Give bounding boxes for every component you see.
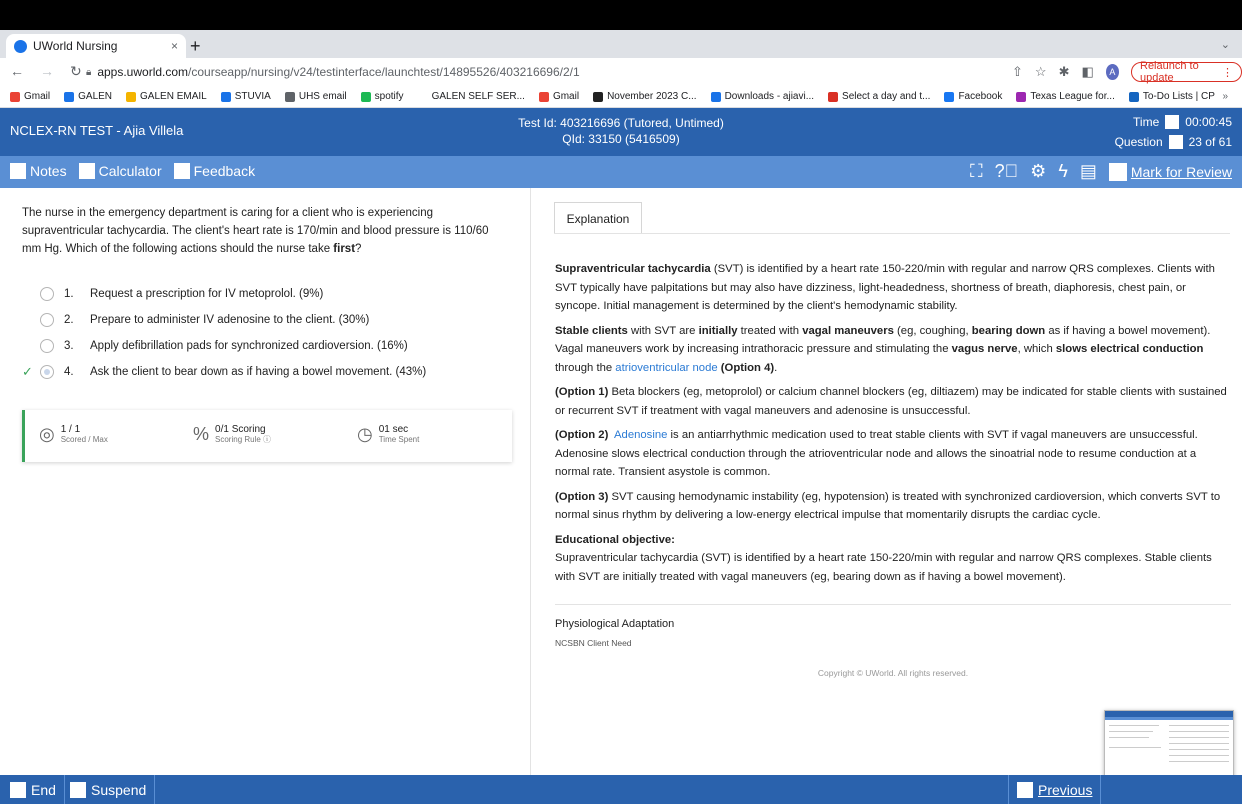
term: bearing down (971, 324, 1046, 337)
main-content (0, 188, 1242, 775)
question-id: QId: 33150 (5416509) (562, 132, 680, 146)
option-ref: (Option 1) (555, 386, 609, 398)
previous-label: Previous (1038, 781, 1093, 798)
bookmark-label: To-Do Lists | CP (1142, 91, 1215, 102)
browser-tab[interactable] (6, 34, 186, 58)
text: with SVT are (627, 324, 699, 337)
bookmark-item[interactable] (418, 91, 525, 102)
scoring-value: 0/1 Scoring (215, 423, 266, 435)
time-spent-stat (357, 424, 419, 445)
percent-icon: % (193, 424, 210, 444)
bookmark-label: GALEN EMAIL (140, 91, 207, 102)
fullscreen-icon[interactable]: ⛶ (970, 161, 983, 181)
text: through the (555, 361, 616, 374)
bookmark-label: Select a day and t... (842, 91, 931, 102)
feedback-button[interactable] (174, 163, 255, 179)
bookmark-favicon-icon (64, 92, 74, 102)
suspend-label: Suspend (91, 781, 147, 798)
end-icon (10, 782, 26, 798)
client-need-category: Physiological Adaptation (555, 618, 675, 630)
calculator-button[interactable] (79, 163, 162, 179)
bookmark-item[interactable] (1016, 91, 1115, 102)
target-icon: ◎ (39, 424, 55, 444)
bookmark-favicon-icon (126, 92, 136, 102)
client-need-label: NCSBN Client Need (555, 638, 632, 648)
explanation-pane (532, 188, 1242, 775)
question-toggle-checkbox[interactable] (1169, 135, 1183, 149)
text: as if having a bowel movement). Vagal maneuvers work by increasing intrathoracic pressure and stimulating the (555, 324, 1211, 355)
bookmark-star-icon[interactable]: ☆ (1034, 64, 1047, 79)
bookmark-item[interactable] (593, 91, 697, 102)
reference-book-icon[interactable]: ▤ (1079, 161, 1097, 181)
text: is an antiarrhythmic medication used to treat stable clients with SVT if vagal maneuvers are unsuccessful. Adenosine slows electrical conduction through the atrioventricular node and allows the sinoatrial node to resume conduction at a normal rate. Transient asystole is common. (555, 429, 1198, 478)
time-toggle-checkbox[interactable] (1165, 115, 1179, 129)
relaunch-label: Relaunch to update (1140, 60, 1199, 84)
thumb-toolbar (1105, 717, 1233, 720)
bookmark-favicon-icon (593, 92, 603, 102)
bookmark-label: GALEN (78, 91, 113, 102)
bookmark-label: November 2023 C... (607, 91, 697, 102)
scored-label: Scored / Max (60, 434, 108, 444)
clock-icon: ◷ (357, 424, 373, 444)
mark-for-review-checkbox (1109, 163, 1127, 181)
explanation-paragraph (555, 426, 1231, 482)
lock-icon: 🔒︎ (86, 66, 92, 78)
thumb-line (1169, 755, 1229, 756)
thumb-line (1109, 725, 1159, 726)
address-bar-row (0, 58, 1242, 86)
bookmark-favicon-icon (418, 92, 428, 102)
option-text: Request a prescription for IV metoprolol. (9%) (90, 288, 324, 300)
time-label: Time (1133, 115, 1160, 129)
term: vagus nerve (951, 343, 1018, 355)
stem-emphasis: first (333, 243, 356, 255)
help-icon[interactable]: ?⃝ (994, 161, 1019, 181)
objective-text: Supraventricular tachycardia (SVT) is identified by a heart rate 150-220/min with regular and narrow QRS complexes. Stable clients with SVT are initially treated with vagal maneuvers (eg, bearing down as if having a bowel movement). (555, 552, 1212, 583)
term: Stable clients (555, 324, 628, 337)
answer-option-3[interactable] (22, 333, 500, 359)
url-field[interactable] (86, 61, 986, 83)
time-spent-label: Time Spent (378, 434, 420, 444)
profile-avatar[interactable]: A (1106, 64, 1119, 80)
explanation-text (555, 260, 1231, 592)
question-label: Question (1114, 135, 1163, 149)
adenosine-link[interactable]: Adenosine (614, 429, 668, 441)
bookmark-item[interactable] (539, 91, 579, 102)
back-icon[interactable]: ← (10, 63, 24, 79)
bookmark-item[interactable] (126, 91, 207, 102)
answer-options (22, 281, 500, 385)
bookmark-label: GALEN SELF SER... (431, 91, 525, 102)
bookmark-favicon-icon (539, 92, 549, 102)
option-ref: (Option 3) (555, 490, 609, 503)
explanation-paragraph (555, 488, 1231, 525)
extensions-icon[interactable]: ✱ (1058, 64, 1070, 79)
url-path: /courseapp/nursing/v24/testinterface/launchtest/14895526/403216696/2/1 (188, 65, 580, 79)
thumb-line (1169, 743, 1229, 744)
bookmark-label: UHS email (298, 91, 347, 102)
option-number: 3. (64, 340, 74, 352)
p1-text: (SVT) is identified by a heart rate 150-220/min with regular and narrow QRS complexes. Clients with SVT typically have palpitations but may also have dizziness, light-headedness, shortness of breath, diaphoresis, chest pain, or syncope. Initial management is determined by the client's hemodynamic stability. (555, 263, 1215, 312)
text: treated with (737, 324, 803, 337)
thumb-line (1169, 737, 1229, 738)
thumb-line (1169, 731, 1229, 732)
bookmark-item[interactable] (361, 91, 404, 102)
notes-button[interactable] (10, 163, 67, 179)
scoring-rule-label[interactable]: Scoring Rule ⓘ (215, 434, 272, 444)
performance-stats (22, 410, 512, 462)
bookmark-label: Gmail (552, 91, 580, 102)
notes-label: Notes (30, 163, 67, 179)
screen-top-bar (0, 0, 1242, 30)
calculator-label: Calculator (98, 163, 162, 179)
feedback-icon (174, 163, 190, 179)
divider (555, 604, 1231, 605)
bookmark-favicon-icon (944, 92, 954, 102)
suspend-button[interactable] (62, 775, 155, 804)
term: (Option 4) (717, 361, 775, 374)
notes-icon (10, 163, 26, 179)
text: . (774, 361, 778, 374)
mark-for-review-label: Mark for Review (1130, 163, 1232, 180)
thumb-line (1169, 725, 1229, 726)
bookmarks-overflow-icon[interactable]: » (1222, 91, 1228, 102)
thumb-line (1109, 747, 1161, 748)
time-value: 00:00:45 (1185, 115, 1232, 129)
test-toolbar (0, 156, 1242, 188)
lab-values-icon[interactable]: ϟ (1058, 161, 1068, 181)
option-text: Prepare to administer IV adenosine to the client. (30%) (90, 314, 370, 326)
more-menu-icon: ⋮ (1222, 66, 1233, 79)
answer-option-1[interactable] (22, 281, 500, 307)
option-text: Ask the client to bear down as if having a bowel movement. (43%) (90, 366, 427, 378)
term: vagal maneuvers (802, 324, 894, 337)
test-header (0, 108, 1242, 156)
term: slows electrical conduction (1055, 343, 1204, 355)
thumb-line (1169, 761, 1229, 762)
bookmark-item[interactable] (944, 91, 1002, 102)
thumb-line (1109, 737, 1149, 738)
close-tab-icon[interactable]: × (170, 39, 178, 53)
stem-end: ? (355, 243, 362, 255)
share-icon[interactable]: ⇧ (1012, 64, 1023, 79)
option-radio[interactable] (40, 287, 54, 301)
bookmarks-bar (0, 86, 1242, 108)
bookmark-favicon-icon (1016, 92, 1026, 102)
bookmark-label: Texas League for... (1030, 91, 1115, 102)
objective-title: Educational objective: (555, 533, 675, 546)
text: (eg, coughing, (893, 324, 972, 337)
bookmark-label: STUVIA (234, 91, 271, 102)
bookmark-item[interactable] (828, 91, 930, 102)
uworld-favicon-icon (14, 40, 27, 53)
test-title: NCLEX-RN TEST - Ajia Villela (10, 123, 184, 138)
tab-search-chevron-icon[interactable]: ⌄ (1220, 39, 1230, 51)
question-counter: 23 of 61 (1188, 135, 1232, 149)
feedback-label: Feedback (193, 163, 256, 179)
explanation-paragraph (555, 383, 1231, 420)
bookmark-label: spotify (374, 91, 404, 102)
thumb-line (1169, 749, 1229, 750)
time-spent-value: 01 sec (378, 423, 409, 435)
bookmark-label: Facebook (958, 91, 1003, 102)
explanation-paragraph (555, 260, 1231, 316)
bookmark-favicon-icon (1129, 92, 1139, 102)
option-number: 4. (64, 366, 74, 378)
bookmark-favicon-icon (828, 92, 838, 102)
text: Beta blockers (eg, metoprolol) or calcium channel blockers (eg, diltiazem) may be indicated for stable clients with sustained or recurrent SVT if treatment with vagal maneuvers and adenosine is unsuccessful. (555, 386, 1227, 417)
tab-title: UWorld Nursing (33, 39, 118, 53)
option-radio-selected[interactable] (40, 365, 54, 379)
text: SVT causing hemodynamic instability (eg, hypotension) is treated with synchronized cardioversion, which converts SVT to normal sinus rhythm by delivering a low-energy electrical impulse that momentarily disrupts the cardiac cycle. (555, 490, 1221, 521)
option-radio[interactable] (40, 313, 54, 327)
bookmark-label: Gmail (24, 91, 51, 102)
thumb-line (1109, 731, 1153, 732)
browser-tab-bar (0, 30, 1242, 58)
copyright: Copyright © UWorld. All rights reserved. (817, 668, 969, 678)
option-number: 1. (64, 288, 74, 300)
url-domain: apps.uworld.com (97, 65, 189, 79)
bookmark-favicon-icon (10, 92, 20, 102)
option-radio[interactable] (40, 339, 54, 353)
calculator-icon (79, 163, 95, 179)
reload-icon[interactable]: ↻ (70, 63, 82, 79)
question-pane (0, 188, 531, 775)
tab-divider (554, 233, 1230, 234)
av-node-link[interactable]: atrioventricular node (615, 361, 718, 374)
end-button[interactable] (2, 775, 65, 804)
term: initially (698, 324, 738, 337)
relaunch-button[interactable] (1131, 62, 1242, 82)
stem-text: The nurse in the emergency department is caring for a client who is experiencing supraventricular tachycardia. The client's heart rate is 170/min and blood pressure is 110/60 mm Hg. Which of the following actions should the nurse take (22, 207, 489, 255)
bookmark-item[interactable] (64, 91, 112, 102)
bookmark-favicon-icon (361, 92, 371, 102)
bookmark-label: Downloads - ajiavi... (724, 91, 815, 102)
bookmark-favicon-icon (711, 92, 721, 102)
bookmark-item[interactable] (1129, 91, 1215, 102)
new-tab-icon[interactable]: + (190, 36, 201, 56)
previous-icon (1017, 782, 1033, 798)
option-number: 2. (64, 314, 74, 326)
forward-icon[interactable]: → (40, 63, 54, 79)
answer-option-4[interactable] (22, 359, 500, 385)
correct-check-icon: ✓ (22, 364, 33, 379)
bookmark-item[interactable] (711, 91, 814, 102)
mark-for-review-button[interactable] (1109, 163, 1232, 181)
explanation-paragraph (555, 322, 1231, 378)
settings-gear-icon[interactable]: ⚙ (1030, 161, 1047, 181)
option-ref: (Option 2) (555, 429, 609, 441)
term-svt: Supraventricular tachycardia (555, 263, 711, 275)
test-footer (0, 775, 1242, 804)
text: , which (1017, 343, 1056, 355)
bookmark-item[interactable] (285, 91, 347, 102)
bookmark-item[interactable] (10, 91, 50, 102)
scored-stat (39, 424, 108, 445)
test-id: Test Id: 403216696 (Tutored, Untimed) (518, 116, 724, 130)
end-label: End (31, 781, 56, 798)
option-text: Apply defibrillation pads for synchronized cardioversion. (16%) (90, 340, 408, 352)
suspend-icon (70, 782, 86, 798)
scored-value: 1 / 1 (60, 423, 81, 435)
sidepanel-icon[interactable]: ◧ (1081, 64, 1094, 79)
scoring-stat (193, 424, 271, 445)
answer-option-2[interactable] (22, 307, 500, 333)
bookmark-item[interactable] (221, 91, 271, 102)
bookmark-favicon-icon (285, 92, 295, 102)
previous-button[interactable] (1008, 775, 1101, 804)
bookmark-favicon-icon (221, 92, 231, 102)
tab-explanation[interactable]: Explanation (554, 202, 642, 234)
question-stem (22, 204, 500, 258)
